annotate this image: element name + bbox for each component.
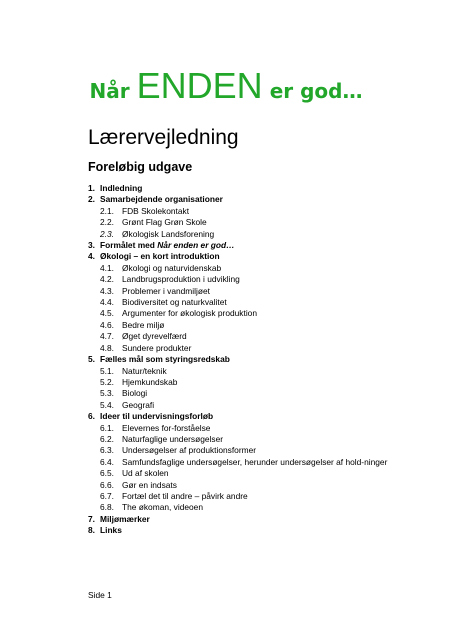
toc-entry-number: 2. (88, 194, 95, 205)
toc-entry (88, 274, 438, 285)
toc-entry (88, 525, 438, 536)
toc-entry-number: 4.4. (100, 297, 114, 308)
toc-entry-number: 4.3. (100, 285, 114, 296)
toc-entry-label: Bedre miljø (122, 319, 165, 330)
toc-entry-label: Fælles mål som styringsredskab (100, 354, 230, 365)
toc-entry-label: Landbrugsproduktion i udvikling (122, 274, 240, 285)
toc-entry-text (100, 194, 438, 205)
toc-entry-text (122, 388, 438, 399)
toc-entry-label: Problemer i vandmiljøet (122, 285, 210, 296)
toc-entry-label: Økologi og naturvidenskab (122, 262, 222, 273)
toc-entry (88, 286, 438, 297)
toc-entry (88, 240, 438, 251)
toc-entry-label: Hjemkundskab (122, 376, 178, 387)
toc-entry-label: Geografi (122, 399, 155, 410)
toc-entry (88, 263, 438, 274)
title-word-er-god: er god… (269, 79, 363, 103)
toc-entry-number: 6.7. (100, 490, 114, 501)
toc-entry-number: 4.2. (100, 274, 114, 285)
toc-entry-number: 4.1. (100, 262, 114, 273)
toc-entry-label: Økologi – en kort introduktion (100, 251, 220, 262)
toc-entry-number: 5.2. (100, 376, 114, 387)
toc-entry-label: The økoman, videoen (122, 502, 204, 513)
toc-entry-number: 6. (88, 411, 95, 422)
toc-entry-number: 4.6. (100, 319, 114, 330)
toc-entry-text (122, 286, 438, 297)
toc-entry-number: 4.8. (100, 342, 114, 353)
toc-entry (88, 308, 438, 319)
toc-entry-text (122, 229, 438, 240)
toc-entry-number: 2.2. (100, 217, 114, 228)
toc-entry-label: Argumenter for økologisk produktion (122, 308, 257, 319)
toc-entry-label: Biologi (122, 388, 148, 399)
toc-entry-number: 4.5. (100, 308, 114, 319)
toc-entry (88, 251, 438, 262)
toc-entry-label: FDB Skolekontakt (122, 205, 190, 216)
toc-entry-text (122, 502, 438, 513)
toc-entry-text (122, 297, 438, 308)
toc-entry (88, 297, 438, 308)
page-subheading: Foreløbig udgave (88, 160, 193, 174)
toc-entry (88, 480, 438, 491)
toc-entry (88, 502, 438, 513)
toc-entry-text (122, 263, 438, 274)
table-of-contents (88, 183, 438, 537)
toc-entry-text (122, 343, 438, 354)
toc-entry-text (122, 491, 438, 502)
toc-entry-number: 6.6. (100, 479, 114, 490)
toc-entry-text (122, 480, 438, 491)
toc-entry-label: Links (100, 525, 122, 536)
toc-entry-number: 6.4. (100, 456, 114, 467)
toc-entry-label: Ideer til undervisningsforløb (100, 411, 214, 422)
toc-entry (88, 320, 438, 331)
document-title (0, 65, 452, 106)
toc-entry-number: 6.2. (100, 433, 114, 444)
toc-entry-number: 5. (88, 354, 95, 365)
toc-entry-text (122, 434, 438, 445)
toc-entry-label: Sundere produkter (122, 342, 192, 353)
toc-entry-label: Formålet med (100, 240, 158, 251)
page-heading: Lærervejledning (88, 126, 239, 149)
toc-entry-text (100, 514, 438, 525)
toc-entry-text (122, 366, 438, 377)
toc-entry-text (122, 445, 438, 456)
toc-entry (88, 194, 438, 205)
toc-entry (88, 434, 438, 445)
toc-entry (88, 229, 438, 240)
toc-entry-text (122, 423, 438, 434)
toc-entry-text (100, 183, 438, 194)
toc-entry-label: Elevernes for-forståelse (122, 422, 211, 433)
toc-entry-text (122, 457, 438, 468)
toc-entry-number: 4. (88, 251, 95, 262)
toc-entry-label: Økologisk Landsforening (122, 228, 215, 239)
title-word-enden: ENDEN (136, 65, 263, 106)
toc-entry-label: Øget dyrevelfærd (122, 331, 187, 342)
toc-entry-number: 6.3. (100, 445, 114, 456)
toc-entry-number: 4.7. (100, 331, 114, 342)
toc-entry-number: 7. (88, 513, 95, 524)
toc-entry (88, 491, 438, 502)
toc-entry-text (122, 331, 438, 342)
toc-entry-text (122, 308, 438, 319)
toc-entry (88, 388, 438, 399)
toc-entry-label: Undersøgelser af produktionsformer (122, 445, 257, 456)
toc-entry-label: Samarbejdende organisationer (100, 194, 223, 205)
toc-entry-number: 2.3. (100, 228, 114, 239)
toc-entry-label: Grønt Flag Grøn Skole (122, 217, 207, 228)
toc-entry (88, 206, 438, 217)
toc-entry-number: 2.1. (100, 205, 114, 216)
toc-entry-label: Ud af skolen (122, 468, 169, 479)
toc-entry-text (122, 377, 438, 388)
toc-entry (88, 183, 438, 194)
toc-entry-number: 1. (88, 183, 95, 193)
toc-entry-text (122, 274, 438, 285)
toc-entry-number: 3. (88, 240, 95, 251)
toc-entry-text (100, 354, 438, 365)
toc-entry-text (100, 240, 438, 251)
toc-entry (88, 468, 438, 479)
toc-entry-text (122, 400, 438, 411)
title-word-naar: Når (89, 79, 130, 103)
toc-entry (88, 400, 438, 411)
toc-entry-number: 6.1. (100, 422, 114, 433)
toc-entry-text (122, 206, 438, 217)
toc-entry-text (122, 217, 438, 228)
toc-entry (88, 377, 438, 388)
toc-entry-label: Samfundsfaglige undersøgelser, herunder undersøgelser af hold-ninger (122, 456, 388, 467)
toc-entry (88, 445, 438, 456)
toc-entry-label: Miljømærker (100, 513, 150, 524)
toc-entry-text (122, 468, 438, 479)
toc-entry-emphasis: Når enden er god… (157, 240, 235, 251)
toc-entry (88, 217, 438, 228)
toc-entry-number: 5.4. (100, 399, 114, 410)
toc-entry-label: Fortæl det til andre – påvirk andre (122, 490, 248, 501)
toc-entry (88, 514, 438, 525)
toc-entry-label: Indledning (100, 183, 143, 193)
toc-entry-number: 5.3. (100, 388, 114, 399)
toc-entry (88, 411, 438, 422)
toc-entry-number: 6.5. (100, 468, 114, 479)
toc-entry-text (100, 525, 438, 536)
toc-entry-label: Naturfaglige undersøgelser (122, 433, 224, 444)
toc-entry-text (100, 411, 438, 422)
toc-entry-text (100, 251, 438, 262)
page-number: Side 1 (88, 590, 112, 600)
toc-entry (88, 366, 438, 377)
toc-entry-label: Gør en indsats (122, 479, 177, 490)
toc-entry-label: Natur/teknik (122, 365, 167, 376)
toc-entry (88, 423, 438, 434)
toc-entry-number: 8. (88, 525, 95, 536)
toc-entry (88, 354, 438, 365)
toc-entry (88, 457, 438, 468)
toc-entry-number: 6.8. (100, 502, 114, 513)
toc-entry (88, 331, 438, 342)
toc-entry-text (122, 320, 438, 331)
toc-entry-label: Biodiversitet og naturkvalitet (122, 297, 227, 308)
toc-entry (88, 343, 438, 354)
toc-entry-number: 5.1. (100, 365, 114, 376)
